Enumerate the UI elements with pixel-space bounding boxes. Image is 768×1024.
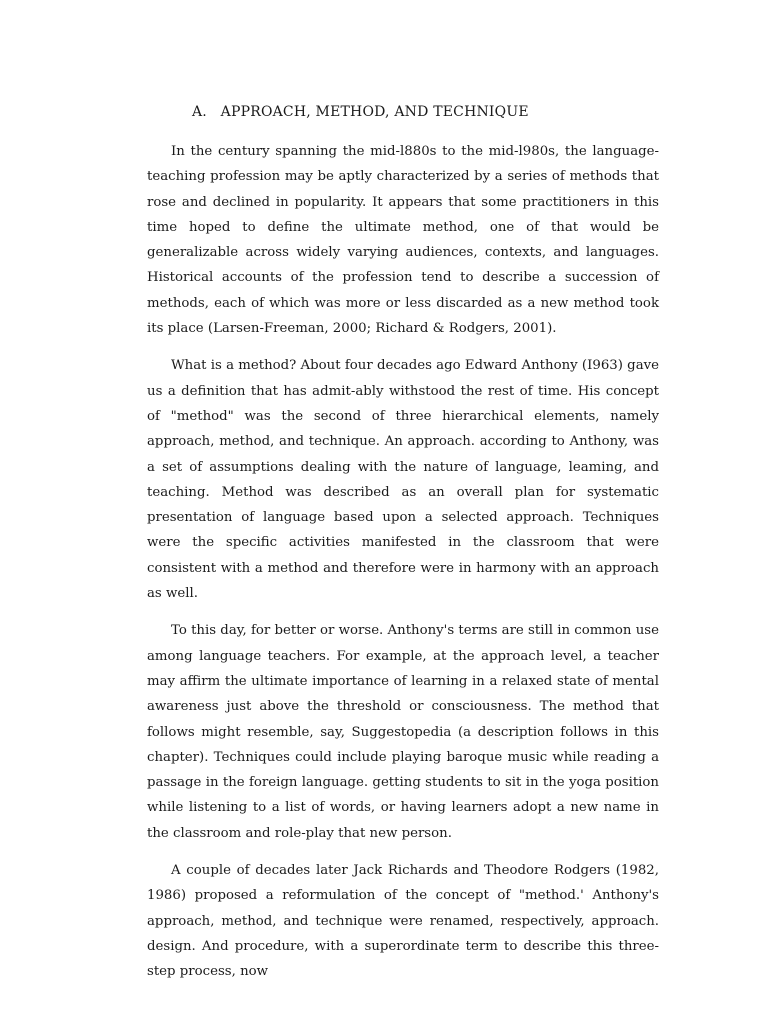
paragraph-2: What is a method? About four decades ago Edward Anthony (I963) gave us a definition that has admit-ably withstood the rest of time. His concept of "method" was the second of three hierarchical elements, namely approach, method, and technique. An approach. according to Anthony, was a set of assumptions dealing with the nature of language, leaming, and teaching. Method was described as an overall plan for systematic presentation of language based upon a selected approach. Techniques were the specific activities manifested in the classroom that were consistent with a method and therefore were in harmony with an approach as well.	[147, 358, 659, 602]
paragraph-3: To this day, for better or worse. Anthony's terms are still in common use among language teachers. For example, at the approach level, a teacher may affirm the ultimate importance of learning in a relaxed state of mental awareness just above the threshold or consciousness. The method that follows might resemble, say, Suggestopedia (a description follows in this chapter). Techniques could include playing baroque music while reading a passage in the foreign language. getting students to sit in the yoga position while listening to a list of words, or having learners adopt a new name in the classroom and role-play that new person.	[147, 623, 659, 841]
section-title: APPROACH, METHOD, AND TECHNIQUE	[220, 104, 529, 120]
section-letter: A.	[192, 104, 207, 120]
document-page	[147, 100, 659, 997]
paragraph-1: In the century spanning the mid-l880s to the mid-l980s, the language-teaching profession may be aptly characterized by a series of methods that rose and declined in popularity. It appears that some practitioners in this time hoped to define the ultimate method, one of that would be generalizable across widely varying audiences, contexts, and languages. Historical accounts of the profession tend to describe a succession of methods, each of which was more or less discarded as a new method took its place (Larsen-Freeman, 2000; Richard & Rodgers, 2001).	[147, 144, 659, 337]
section-heading	[192, 100, 659, 125]
paragraph-4: A couple of decades later Jack Richards and Theodore Rodgers (1982, 1986) proposed a reformulation of the concept of "method.' Anthony's approach, method, and technique were renamed, respectively, approach. design. And procedure, with a superordinate term to describe this three-step process, now	[147, 863, 659, 980]
